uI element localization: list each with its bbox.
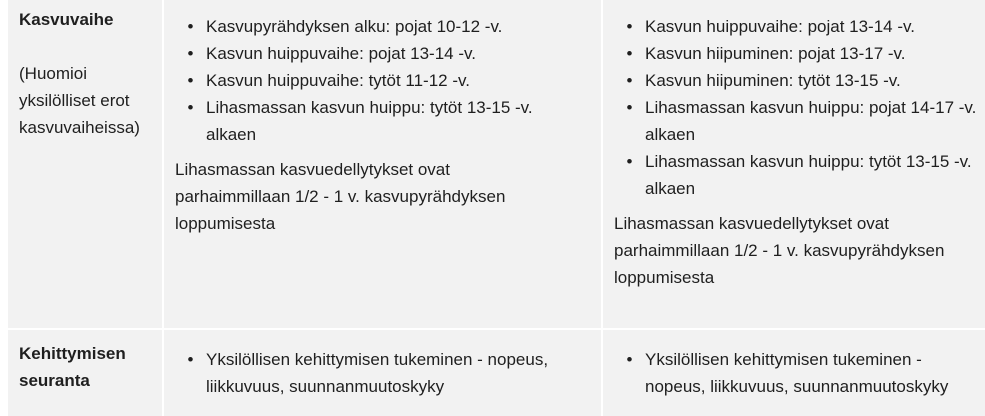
list-item: • Lihasmassan kasvun huippu: tytöt 13-15 -v. alkaen (175, 94, 589, 148)
cell-paragraph: Lihasmassan kasvuedellytykset ovat parhaimmillaan 1/2 - 1 v. kasvupyrähdyksen loppumisesta (614, 214, 945, 287)
bullet-icon: • (187, 98, 194, 117)
development-tracking-column-2 (603, 330, 985, 416)
bullet-list (175, 346, 589, 400)
growth-phase-column-1 (164, 0, 601, 328)
cell-paragraph: Lihasmassan kasvuedellytykset ovat parhaimmillaan 1/2 - 1 v. kasvupyrähdyksen loppumisesta (175, 160, 506, 233)
list-item: • Kasvun hiipuminen: pojat 13-17 -v. (614, 40, 977, 67)
row-header-growth-phase (8, 0, 162, 328)
bullet-list (614, 346, 977, 400)
bullet-icon: • (626, 44, 633, 63)
bullet-icon: • (626, 98, 633, 117)
bullet-icon: • (187, 44, 194, 63)
list-item: • Kasvupyrähdyksen alku: pojat 10-12 -v. (175, 13, 589, 40)
bullet-icon: • (187, 71, 194, 90)
development-table (8, 0, 985, 414)
bullet-icon: • (187, 350, 194, 369)
row-title: Kasvuvaihe (19, 10, 114, 29)
row-note: (Huomioi yksilölliset erot kasvuvaiheissa) (19, 64, 140, 137)
list-item: • Kasvun hiipuminen: tytöt 13-15 -v. (614, 67, 977, 94)
growth-phase-column-2 (603, 0, 985, 328)
bullet-icon: • (626, 71, 633, 90)
bullet-list (614, 13, 977, 202)
row-title: Kehittymisen seuranta (19, 344, 126, 390)
row-header-development-tracking (8, 330, 162, 416)
development-tracking-column-1 (164, 330, 601, 416)
list-item: • Lihasmassan kasvun huippu: tytöt 13-15 -v. alkaen (614, 148, 977, 202)
list-item: • Kasvun huippuvaihe: tytöt 11-12 -v. (175, 67, 589, 94)
list-item: • Lihasmassan kasvun huippu: pojat 14-17 -v. alkaen (614, 94, 977, 148)
bullet-icon: • (626, 350, 633, 369)
bullet-icon: • (626, 17, 633, 36)
list-item: • Kasvun huippuvaihe: pojat 13-14 -v. (175, 40, 589, 67)
list-item: • Yksilöllisen kehittymisen tukeminen - nopeus, liikkuvuus, suunnanmuutoskyky (614, 346, 977, 400)
list-item: • Kasvun huippuvaihe: pojat 13-14 -v. (614, 13, 977, 40)
bullet-icon: • (626, 152, 633, 171)
bullet-list (175, 13, 589, 148)
list-item: • Yksilöllisen kehittymisen tukeminen - nopeus, liikkuvuus, suunnanmuutoskyky (175, 346, 589, 400)
bullet-icon: • (187, 17, 194, 36)
